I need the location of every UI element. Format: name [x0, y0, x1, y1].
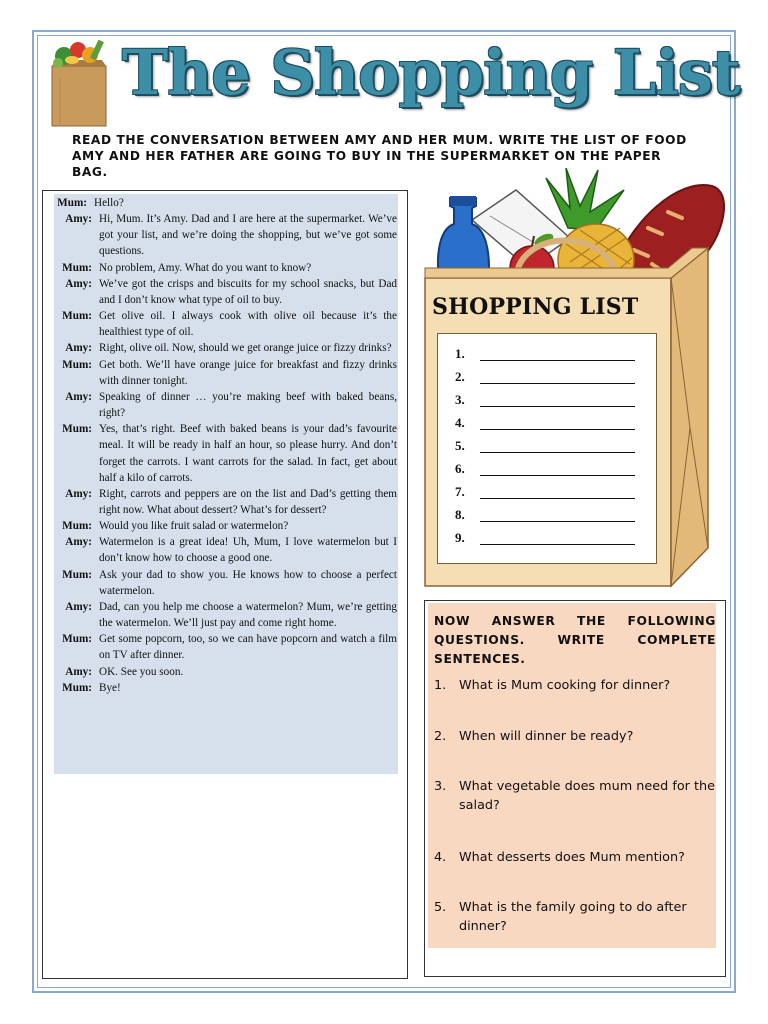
question-number: 1.: [434, 678, 447, 693]
dialogue-turn: [54, 518, 398, 534]
list-item-number: 6.: [455, 461, 465, 476]
speech-text: Ask your dad to show you. He knows how to choose a perfect watermelon.: [99, 568, 397, 597]
speech-text: Get some popcorn, too, so we can have popcorn and watch a film on TV after dinner.: [99, 633, 397, 662]
question-number: 4.: [434, 850, 447, 865]
speaker-label: Mum:: [62, 633, 92, 646]
dialogue: [54, 195, 398, 696]
dialogue-turn: [54, 680, 398, 696]
question-text: When will dinner be ready?: [459, 729, 634, 744]
speech-text: Get olive oil. I always cook with olive oil because it’s the healthiest type of oil.: [99, 310, 397, 339]
speaker-label: Mum:: [62, 423, 92, 436]
list-item-number: 7.: [455, 484, 465, 499]
answer-line[interactable]: [480, 544, 635, 545]
question-number: 3.: [434, 779, 447, 794]
dialogue-turn: [54, 631, 398, 663]
speaker-label: Mum:: [62, 568, 92, 581]
answer-line[interactable]: [480, 383, 635, 384]
list-item-number: 5.: [455, 438, 465, 453]
list-item-number: 9.: [455, 530, 465, 545]
speech-text: Hi, Mum. It’s Amy. Dad and I are here at the supermarket. We’ve got your list, and we’re doing the shopping, but we’ve got some questions.: [99, 213, 397, 258]
shopping-list-title: SHOPPING LIST: [432, 294, 639, 320]
answer-line[interactable]: [480, 475, 635, 476]
speaker-label: Amy:: [65, 277, 92, 290]
speaker-label: Mum:: [62, 681, 92, 694]
dialogue-turn: [54, 599, 398, 631]
speaker-label: Amy:: [65, 342, 92, 355]
speech-text: Right, olive oil. Now, should we get orange juice or fizzy drinks?: [99, 342, 392, 355]
dialogue-turn: [54, 357, 398, 389]
instructions: READ THE CONVERSATION BETWEEN AMY AND HER MUM. WRITE THE LIST OF FOOD AMY AND HER FATHER ARE GOING TO BUY IN THE SUPERMARKET ON THE PAPER BAG.: [72, 133, 687, 179]
page-title: The Shopping List: [122, 36, 740, 109]
answer-line[interactable]: [480, 429, 635, 430]
speech-text: Hello?: [94, 197, 124, 209]
speech-text: No problem, Amy. What do you want to know?: [99, 261, 312, 274]
list-item-number: 8.: [455, 507, 465, 522]
shopping-list-card: [437, 333, 657, 564]
dialogue-turn: [54, 308, 398, 340]
speaker-label: Amy:: [65, 600, 92, 613]
question-number: 5.: [434, 900, 447, 915]
speaker-label: Mum:: [62, 358, 92, 371]
dialogue-turn: [54, 211, 398, 259]
speaker-label: Amy:: [65, 665, 92, 678]
dialogue-turn: [54, 421, 398, 486]
question-number: 2.: [434, 729, 447, 744]
list-item-number: 1.: [455, 346, 465, 361]
answer-line[interactable]: [480, 360, 635, 361]
grocery-bag-icon: [42, 38, 118, 128]
speech-text: Bye!: [99, 681, 121, 694]
dialogue-turn: [54, 486, 398, 518]
answer-line[interactable]: [480, 406, 635, 407]
list-item-number: 4.: [455, 415, 465, 430]
question-text: What is Mum cooking for dinner?: [459, 678, 671, 693]
speaker-label: Amy:: [65, 536, 92, 549]
question-item: [434, 898, 716, 936]
speech-text: We’ve got the crisps and biscuits for my school snacks, but Dad and I don’t know what type of oil to buy.: [99, 277, 397, 306]
speaker-label: Amy:: [65, 213, 92, 226]
answer-line[interactable]: [480, 452, 635, 453]
question-item: [434, 676, 716, 695]
speech-text: Right, carrots and peppers are on the list and Dad’s getting them right now. What about dessert? What’s for dessert?: [99, 487, 397, 516]
speech-text: OK. See you soon.: [99, 665, 184, 678]
dialogue-turn: [54, 276, 398, 308]
speech-text: Would you like fruit salad or watermelon?: [99, 520, 289, 533]
speech-text: Dad, can you help me choose a watermelon? Mum, we’re getting the watermelon. We’ll just pay and come right home.: [99, 600, 397, 630]
question-text: What desserts does Mum mention?: [459, 850, 685, 865]
speech-text: Speaking of dinner … you’re making beef with baked beans, right?: [99, 390, 397, 420]
speaker-label: Mum:: [62, 310, 92, 323]
speech-text: Watermelon is a great idea! Uh, Mum, I love watermelon but I don’t know how to choose a good one.: [99, 536, 397, 565]
dialogue-turn: [54, 260, 398, 276]
question-item: [434, 727, 716, 746]
dialogue-turn: [54, 567, 398, 599]
answer-line[interactable]: [480, 498, 635, 499]
speaker-label: Amy:: [65, 487, 92, 500]
question-item: [434, 848, 716, 867]
question-item: [434, 777, 716, 815]
answer-line[interactable]: [480, 521, 635, 522]
speech-text: Get both. We’ll have orange juice for breakfast and fizzy drinks with dinner tonight.: [99, 358, 397, 387]
question-text: What vegetable does mum need for the salad?: [459, 779, 715, 813]
speaker-label: Mum:: [62, 520, 92, 533]
dialogue-turn: [54, 534, 398, 566]
list-item-number: 2.: [455, 369, 465, 384]
dialogue-turn: [54, 389, 398, 421]
questions-intro: NOW ANSWER THE FOLLOWING QUESTIONS. WRITE COMPLETE SENTENCES.: [434, 614, 716, 666]
dialogue-turn: [54, 195, 398, 211]
speaker-label: Mum:: [57, 197, 87, 209]
list-item-number: 3.: [455, 392, 465, 407]
speaker-label: Mum:: [62, 261, 92, 274]
dialogue-turn: [54, 340, 398, 356]
speaker-label: Amy:: [65, 390, 92, 403]
dialogue-turn: [54, 664, 398, 680]
speech-text: Yes, that’s right. Beef with baked beans is your dad’s favourite meal. It will be ready in half an hour, so please hurry. And don’t forget the carrots. I want carrots for the salad. In fact, get about half a kilo of carrots.: [99, 423, 397, 484]
question-text: What is the family going to do after dinner?: [459, 900, 687, 934]
